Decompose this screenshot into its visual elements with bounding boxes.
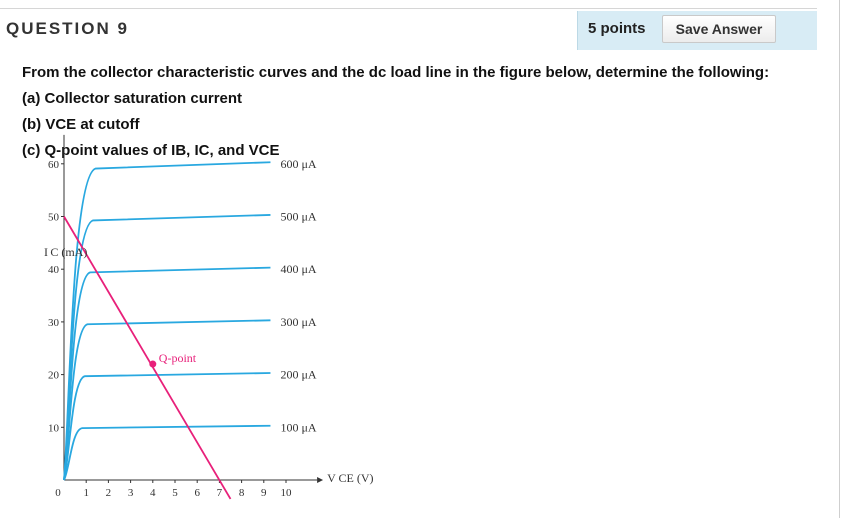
- question-body: [22, 64, 782, 160]
- question-item-c: (c) Q-point values of IB, IC, and VCE: [22, 142, 280, 159]
- points-label: 5 points: [588, 20, 646, 37]
- collector-curve-3: [64, 320, 270, 480]
- right-divider: [839, 0, 840, 518]
- x-tick-label: 5: [172, 487, 178, 499]
- x-tick-label: 6: [194, 487, 200, 499]
- y-tick-label: 60: [48, 158, 59, 171]
- x-tick-label: 0: [55, 487, 61, 499]
- x-tick-label: 1: [83, 487, 89, 499]
- ib-label-4: 400 μA: [280, 262, 317, 277]
- ib-label-2: 200 μA: [280, 367, 317, 382]
- ib-label-6: 600 μA: [280, 156, 317, 171]
- collector-curve-5: [64, 215, 270, 480]
- x-tick-label: 9: [261, 487, 267, 499]
- question-prompt: From the collector characteristic curves and the dc load line in the figure below, determine the following:: [22, 64, 770, 81]
- x-tick-label: 7: [216, 487, 223, 499]
- y-tick-label: 20: [48, 369, 59, 382]
- x-axis-title: V CE (V): [327, 471, 374, 485]
- y-axis-title: I C (mA): [44, 245, 88, 259]
- collector-characteristic-figure: [30, 156, 410, 518]
- dc-load-line-group: [64, 217, 231, 499]
- y-tick-label: 30: [48, 316, 59, 329]
- y-tick-label: 50: [48, 211, 59, 224]
- x-tick-label: 10: [280, 487, 292, 499]
- ib-label-5: 500 μA: [280, 209, 317, 224]
- x-tick-label: 8: [238, 487, 245, 499]
- y-tick-label: 40: [48, 264, 59, 277]
- dc-load-line: [64, 217, 231, 499]
- q-point-label: Q-point: [158, 351, 197, 366]
- collector-curve-1: [64, 426, 270, 480]
- characteristic-curves-chart: [30, 156, 410, 518]
- save-answer-button[interactable]: Save Answer: [662, 15, 776, 43]
- x-axis-arrow: [317, 477, 323, 483]
- question-item-a: (a) Collector saturation current: [22, 90, 243, 107]
- y-tick-label: 10: [48, 422, 59, 435]
- x-tick-label: 3: [127, 487, 134, 499]
- ib-label-3: 300 μA: [280, 314, 317, 329]
- x-tick-label: 4: [150, 487, 156, 499]
- x-tick-label: 2: [105, 487, 112, 499]
- top-divider: [0, 8, 817, 9]
- question-title: QUESTION 9: [6, 19, 129, 38]
- question-item-b: (b) VCE at cutoff: [22, 116, 140, 133]
- q-point-marker: [149, 361, 156, 368]
- ib-label-1: 100 μA: [280, 420, 317, 435]
- collector-curves: [64, 162, 270, 480]
